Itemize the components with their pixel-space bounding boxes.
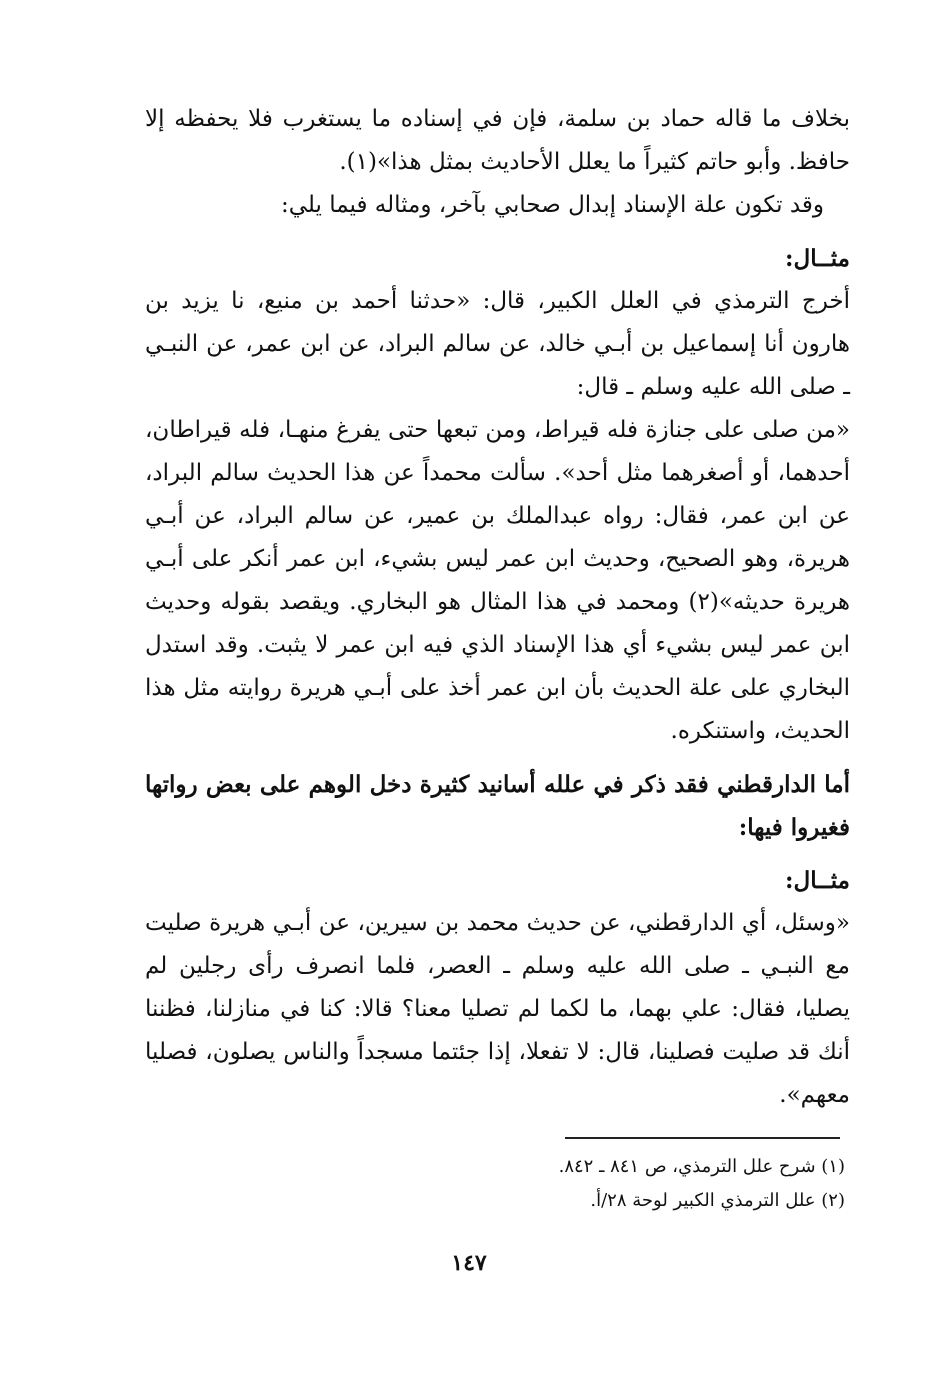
daraqutni-paragraph: أما الدارقطني فقد ذكر في علله أسانيد كثيرة دخل الوهم على بعض رواتها فغيروا فيها: (145, 771, 850, 841)
paragraph: بخلاف ما قاله حماد بن سلمة، فإن في إسناده ما يستغرب فلا يحفظه إلا حافظ. وأبو حاتم كثيراً ما يعلل الأحاديث بمثل هذا»(١). (145, 106, 850, 175)
example-body: «من صلى على جنازة فله قيراط، ومن تبعها حتى يفرغ منهـا، فله قيراطان، أحدهما، أو أصغرهما مثل أحد». سألت محمداً عن هذا الحديث سالم البراد، عن ابن عمر، فقال: رواه عبدالملك بن عمير، عن سالم البراد، عن أبـي هريرة، وهو الصحيح، وحديث ابن عمر ليس بشيء، ابن عمر أنكر على أبـي هريرة حديثه»(٢) ومحمد في هذا المثال هو البخاري. ويقصد بقوله وحديث ابن عمر ليس بشيء أي هذا الإسناد الذي فيه ابن عمر لا يثبت. وقد استدل البخاري على علة الحديث بأن ابن عمر أخذ على أبـي هريرة روايته مثل هذا الحديث، واستنكره. (145, 417, 851, 744)
example-body: «وسئل، أي الدارقطني، عن حديث محمد بن سيرين، عن أبـي هريرة صليت مع النبـي ـ صلى الله عليه وسلم ـ العصر، فلما انصرف رأى رجلين لم يصليا، فقال: علي بهما، ما لكما لم تصليا معنا؟ قالا: كنا في منازلنا، فظننا أنك قد صليت فصلينا، قال: لا تفعلا، إذا جئتما مسجداً والناس يصلون، فصليا معهم». (145, 910, 850, 1108)
example-heading: مثــال: (785, 867, 850, 894)
main-text (145, 98, 850, 1117)
example-intro: أخرج الترمذي في العلل الكبير، قال: «حدثنا أحمد بن منيع، نا يزيد بن هارون أنا إسماعيل بن أبـي خالد، عن سالم البراد، عن ابن عمر، عن النبـي ـ صلى الله عليه وسلم ـ قال: (145, 288, 850, 400)
footnote-divider (565, 1137, 840, 1139)
footnote: (١) شرح علل الترمذي، ص ٨٤١ ـ ٨٤٢. (558, 1156, 845, 1177)
paragraph: وقد تكون علة الإسناد إبدال صحابي بآخر، ومثاله فيما يلي: (280, 192, 824, 218)
footnote: (٢) علل الترمذي الكبير لوحة ٢٨/أ. (590, 1190, 845, 1211)
footnotes (300, 1150, 845, 1218)
page-number: ١٤٧ (451, 1250, 487, 1276)
example-heading: مثــال: (785, 245, 850, 272)
